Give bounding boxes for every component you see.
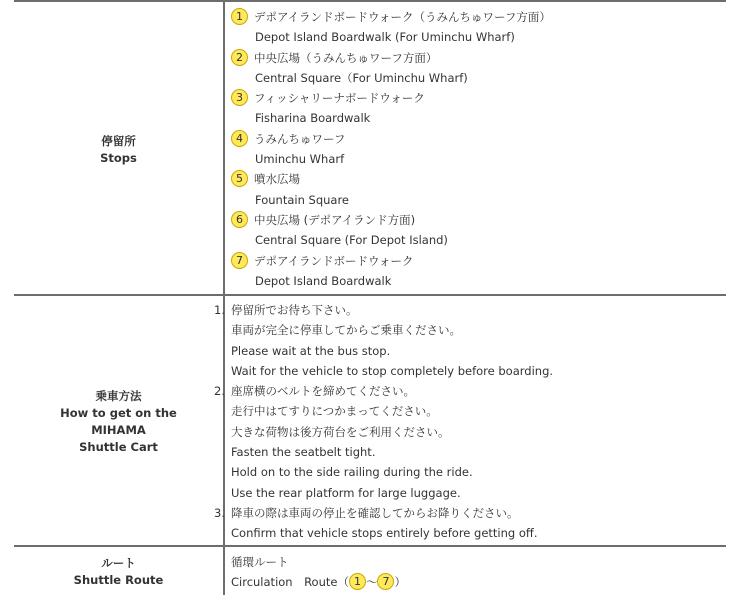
stops-label-ja: 停留所 (101, 134, 136, 148)
stop-name-en: Uminchu Wharf (255, 152, 345, 167)
howto-label-ja: 乗車方法 (95, 389, 142, 403)
route-text: Circulation Route（ (231, 575, 349, 590)
stop-number-badge: 4 (231, 130, 248, 147)
stop-item-ja (231, 129, 726, 149)
stop-name-ja: デポアイランドボードウォーク（うみんちゅワーフ方面） (254, 10, 551, 24)
route-label-ja: ルート (101, 556, 136, 570)
howto-step-line (231, 361, 726, 381)
stop-name-en: Depot Island Boardwalk (For Uminchu Wharf) (255, 30, 515, 45)
howto-label (14, 388, 223, 456)
stop-name-en: Depot Island Boardwalk (255, 273, 392, 288)
howto-step-line (214, 503, 726, 523)
howto-step-text: Please wait at the bus stop. (231, 343, 391, 358)
howto-label-en-1: How to get on the (60, 406, 177, 420)
route-start-badge: 1 (349, 573, 366, 590)
stop-name-ja: うみんちゅワーフ (254, 131, 346, 146)
howto-step-line (231, 401, 726, 421)
stop-name-en: Central Square（For Uminchu Wharf) (255, 70, 468, 85)
stop-name-en: Central Square (For Depot Island) (255, 233, 448, 248)
howto-step-line (231, 320, 726, 340)
howto-step-line (231, 442, 726, 462)
howto-step-text: 座席横のベルトを締めてください。 (231, 384, 415, 399)
howto-step-line (214, 381, 726, 401)
howto-step-line (231, 483, 726, 503)
route-label (14, 555, 223, 589)
stop-name-en: Fisharina Boardwalk (255, 111, 371, 126)
stop-item-ja (231, 210, 726, 230)
howto-step-line (231, 523, 726, 543)
stop-name-en: Fountain Square (255, 192, 349, 207)
stop-name-ja: フィッシャリーナボードウォーク (254, 91, 425, 106)
howto-step-text: 停留所でお待ち下さい。 (231, 303, 358, 317)
stop-name-ja: 噴水広場 (254, 172, 300, 187)
howto-step-text: 走行中はてすりにつかまってください。 (231, 404, 438, 419)
howto-step-number: 3. (214, 505, 225, 520)
route-content (231, 552, 726, 593)
stop-number-badge: 1 (231, 8, 248, 25)
stops-label-en: Stops (100, 151, 137, 165)
howto-step-line (231, 422, 726, 442)
stop-number-badge: 6 (231, 211, 248, 228)
table-top-border (14, 0, 726, 2)
row-divider-1 (14, 294, 726, 296)
stop-item-ja (231, 88, 726, 108)
howto-step-text: 降車の際は車両の停止を確認してからお降りください。 (231, 505, 519, 520)
stop-number-badge: 7 (231, 252, 248, 269)
stops-list (231, 7, 726, 291)
stop-item-ja (231, 169, 726, 189)
route-label-en: Shuttle Route (73, 573, 164, 587)
howto-step-line (231, 341, 726, 361)
stops-label (14, 133, 223, 167)
howto-label-en-2: MIHAMA (91, 423, 146, 437)
howto-steps (214, 300, 726, 544)
stop-number-badge: 5 (231, 170, 248, 187)
route-line-2 (231, 572, 726, 592)
howto-step-text: Confirm that vehicle stops entirely before getting off. (231, 526, 538, 541)
howto-step-number: 1. (214, 303, 225, 317)
stop-number-badge: 2 (231, 49, 248, 66)
stop-item-ja (231, 7, 726, 27)
stop-name-ja: デポアイランドボードウォーク (254, 253, 414, 268)
howto-step-number: 2. (214, 384, 225, 399)
howto-step-text: Use the rear platform for large luggage. (231, 485, 461, 500)
route-end-badge: 7 (377, 573, 394, 590)
howto-step-text: 大きな荷物は後方荷台をご利用ください。 (231, 424, 450, 439)
route-tilde: ～ (365, 575, 378, 590)
stop-name-ja: 中央広場（うみんちゅワーフ方面） (254, 50, 438, 65)
howto-label-en-3: Shuttle Cart (79, 440, 158, 454)
howto-step-line (231, 462, 726, 482)
howto-step-text: 車両が完全に停車してからご乗車ください。 (231, 323, 461, 338)
howto-step-text: Fasten the seatbelt tight. (231, 445, 376, 460)
route-line-1: 循環ルート (231, 555, 289, 569)
stop-name-ja: 中央広場 (デポアイランド方面) (254, 212, 416, 227)
stop-item-ja (231, 48, 726, 68)
stop-item-ja (231, 251, 726, 271)
howto-step-line (214, 300, 726, 320)
howto-step-text: Hold on to the side railing during the ride. (231, 465, 473, 480)
row-divider-2 (14, 545, 726, 547)
route-close-paren: ） (394, 575, 406, 590)
howto-step-text: Wait for the vehicle to stop completely before boarding. (231, 363, 554, 378)
stop-number-badge: 3 (231, 89, 248, 106)
